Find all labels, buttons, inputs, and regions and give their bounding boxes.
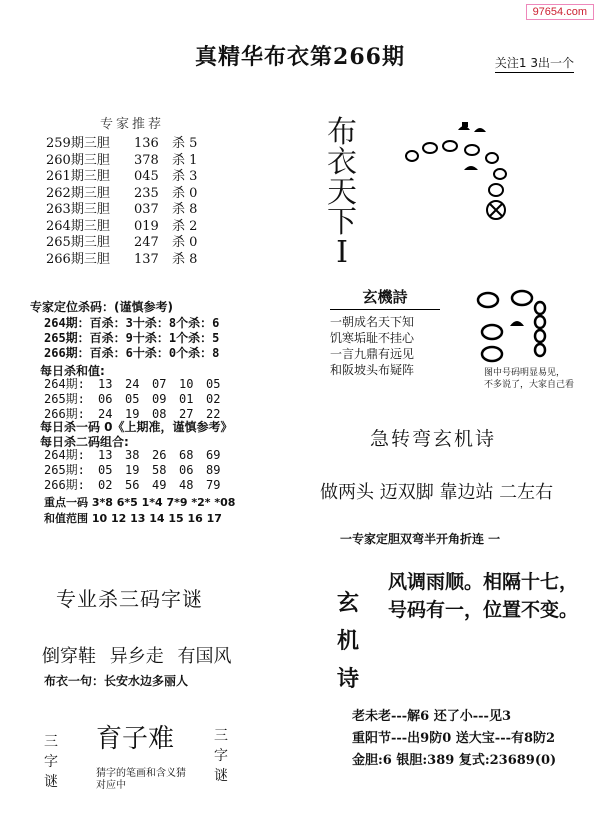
row-num: 06 xyxy=(98,392,113,406)
rec-kill-num: 0 xyxy=(189,235,198,250)
row-period: 266期: xyxy=(44,407,85,421)
row-num: 26 xyxy=(152,448,167,462)
rec-kill-num: 2 xyxy=(189,218,198,234)
riddle-words: 倒穿鞋 异乡走 有国风 xyxy=(42,646,232,667)
daily-two-row xyxy=(44,478,233,493)
expert-kill-rows xyxy=(44,316,219,361)
riddle-sub xyxy=(96,768,186,792)
vertical-char: I xyxy=(336,235,348,270)
bottom-hints xyxy=(352,706,556,772)
row-num: 27 xyxy=(179,407,194,421)
rec-nums: 045 xyxy=(134,169,159,184)
row-num: 19 xyxy=(125,407,140,421)
rec-nums: 136 xyxy=(134,136,159,151)
rec-period: 262期三胆 xyxy=(46,185,110,201)
daily-two-row xyxy=(44,463,233,478)
rec-kill: 杀 xyxy=(172,218,186,234)
riddle-line: 布衣一句：长安水边多丽人 xyxy=(44,674,189,688)
riddle-vertical-right xyxy=(212,726,230,786)
rec-kill: 杀 xyxy=(172,136,186,151)
row-num: 09 xyxy=(152,392,167,406)
riddle-vertical-left xyxy=(42,732,60,792)
row-num: 56 xyxy=(125,478,140,492)
site-watermark: 97654.com xyxy=(526,4,594,20)
row-num: 79 xyxy=(206,478,221,492)
vertical-char: 字 xyxy=(214,748,228,764)
right-poem-line: 风调雨顺。相隔十七， xyxy=(388,571,579,593)
row-num: 08 xyxy=(152,407,167,421)
expert-kill-row: 266期：百杀：6十杀：0个杀：8 xyxy=(44,346,220,360)
mystic-poem-line: 饥寒垢耻不挂心 xyxy=(330,331,415,345)
rec-kill: 杀 xyxy=(172,202,186,217)
row-num: 58 xyxy=(152,463,167,477)
vertical-char: 三 xyxy=(214,728,228,744)
daily-sum-label: 每日杀和值: xyxy=(40,364,105,378)
recommend-row xyxy=(46,219,197,236)
row-num: 02 xyxy=(98,478,113,492)
row-num: 69 xyxy=(206,448,221,462)
rec-kill-num: 5 xyxy=(189,136,198,151)
rec-nums: 247 xyxy=(134,235,159,250)
row-num: 13 xyxy=(98,377,113,391)
row-num: 19 xyxy=(125,463,140,477)
right-poem xyxy=(388,568,578,624)
expert-kill-title: 专家定位杀码：(谨慎参考) xyxy=(30,300,173,314)
vertical-char: 机 xyxy=(336,628,359,654)
row-num: 05 xyxy=(206,377,221,391)
rec-period: 260期三胆 xyxy=(46,152,110,168)
riddle-big-word: 育子难 xyxy=(96,724,175,754)
row-num: 07 xyxy=(152,377,167,391)
row-period: 265期: xyxy=(44,392,85,406)
mystic-poem-box xyxy=(330,286,440,378)
caption-line: 不多说了，大家自己看 xyxy=(484,380,575,390)
riddle-sub-line: 猜字的笔画和含义猜 xyxy=(96,768,186,779)
rec-kill: 杀 xyxy=(172,185,186,201)
vertical-char: 诗 xyxy=(336,666,359,692)
rec-period: 265期三胆 xyxy=(46,235,110,250)
rec-kill: 杀 xyxy=(172,235,186,250)
vertical-char: 天 xyxy=(327,175,357,210)
row-num: 22 xyxy=(206,407,221,421)
daily-one-code: 每日杀一码 0《上期准，谨慎参考》 xyxy=(40,420,233,434)
vertical-char: 字 xyxy=(44,754,58,770)
coins-illustration xyxy=(400,118,550,228)
row-num: 05 xyxy=(125,392,140,406)
vertical-char: 下 xyxy=(327,205,357,240)
rec-period: 259期三胆 xyxy=(46,136,110,151)
vertical-char: 谜 xyxy=(214,768,228,784)
mystic-poem-line: 一朝成名天下知 xyxy=(330,315,415,329)
row-period: 264期: xyxy=(44,448,85,462)
row-num: 68 xyxy=(179,448,194,462)
mystic-poem-line: 和阪坡头布疑阵 xyxy=(330,363,415,377)
vertical-char: 布 xyxy=(327,115,357,150)
title-note: 关注1 3出一个 xyxy=(495,54,574,73)
bottom-hint-line: 金胆:6 银胆:389 复式:23689(0) xyxy=(352,753,557,768)
row-num: 24 xyxy=(98,407,113,421)
rec-nums: 037 xyxy=(134,202,159,217)
riddle-poem-title: 急转弯玄机诗 xyxy=(370,428,497,450)
vertical-char: 三 xyxy=(44,734,58,750)
rec-kill: 杀 xyxy=(172,251,186,267)
rec-nums: 378 xyxy=(134,152,159,168)
riddle-poem-phrase: 做两头 迈双脚 靠边站 二左右 xyxy=(320,482,554,503)
row-num: 10 xyxy=(179,377,194,391)
daily-two-table xyxy=(44,448,233,493)
rec-kill-num: 1 xyxy=(189,152,198,168)
rec-period: 263期三胆 xyxy=(46,202,110,217)
row-num: 06 xyxy=(179,463,194,477)
rec-period: 266期三胆 xyxy=(46,251,110,267)
row-num: 02 xyxy=(206,392,221,406)
rec-kill-num: 0 xyxy=(189,185,198,201)
rec-kill-num: 8 xyxy=(189,202,198,217)
key-pairs: 重点一码 3*8 6*5 1*4 7*9 *2* *08 xyxy=(44,496,236,509)
vertical-char: 衣 xyxy=(327,145,357,180)
daily-sum-row xyxy=(44,392,233,407)
recommend-row xyxy=(46,169,197,186)
rec-period: 261期三胆 xyxy=(46,169,110,184)
row-num: 49 xyxy=(152,478,167,492)
recommend-row xyxy=(46,186,197,203)
rec-nums: 137 xyxy=(134,251,159,267)
bottom-hint-line: 重阳节---出9防0 送大宝---有8防2 xyxy=(352,731,556,746)
recommend-list xyxy=(46,136,197,268)
row-period: 265期: xyxy=(44,463,85,477)
row-period: 266期: xyxy=(44,478,85,492)
page-title: 真精华布衣第266期 xyxy=(195,44,405,70)
xuanji-vertical xyxy=(334,584,362,698)
mystic-poem-line: 一言九鼎有远见 xyxy=(330,347,415,361)
daily-sum-table xyxy=(44,377,233,422)
rec-nums: 019 xyxy=(134,218,159,234)
recommend-title: 专家推荐 xyxy=(100,117,165,132)
recommend-row xyxy=(46,202,197,219)
rec-period: 264期三胆 xyxy=(46,218,110,234)
poem-caption xyxy=(484,367,574,391)
row-num: 89 xyxy=(206,463,221,477)
daily-two-label: 每日杀二码组合: xyxy=(40,435,129,449)
bottom-hint-line: 老未老---解6 还了小---见3 xyxy=(352,709,511,724)
caption-line: 图中号码明显易见， xyxy=(484,368,566,378)
expert-bar: 一专家定胆双弯半开角折连 一 xyxy=(340,532,501,546)
rec-kill-num: 8 xyxy=(189,251,198,267)
row-num: 24 xyxy=(125,377,140,391)
vertical-title xyxy=(322,115,362,270)
riddle-sub-line: 对应中 xyxy=(96,780,126,791)
row-num: 38 xyxy=(125,448,140,462)
daily-sum-row xyxy=(44,377,233,392)
daily-two-row xyxy=(44,448,233,463)
rec-kill: 杀 xyxy=(172,169,186,184)
vertical-char: 谜 xyxy=(44,774,58,790)
recommend-row xyxy=(46,153,197,170)
rec-kill-num: 3 xyxy=(189,169,198,184)
rec-nums: 235 xyxy=(134,185,159,201)
recommend-row xyxy=(46,136,197,153)
row-num: 01 xyxy=(179,392,194,406)
row-period: 264期: xyxy=(44,377,85,391)
rec-kill: 杀 xyxy=(172,152,186,168)
right-poem-line: 号码有一，位置不变。 xyxy=(388,599,579,621)
mystic-poem-title: 玄機詩 xyxy=(330,286,440,310)
sum-range: 和值范围 10 12 13 14 15 16 17 xyxy=(44,512,222,525)
expert-kill-row: 264期：百杀：3十杀：8个杀：6 xyxy=(44,316,220,330)
riddle-title: 专业杀三码字谜 xyxy=(56,587,203,611)
row-num: 48 xyxy=(179,478,194,492)
recommend-row xyxy=(46,252,197,269)
row-num: 05 xyxy=(98,463,113,477)
vertical-char: 玄 xyxy=(336,590,359,616)
recommend-row xyxy=(46,235,197,252)
expert-kill-row: 265期：百杀：9十杀：1个杀：5 xyxy=(44,331,220,345)
row-num: 13 xyxy=(98,448,113,462)
